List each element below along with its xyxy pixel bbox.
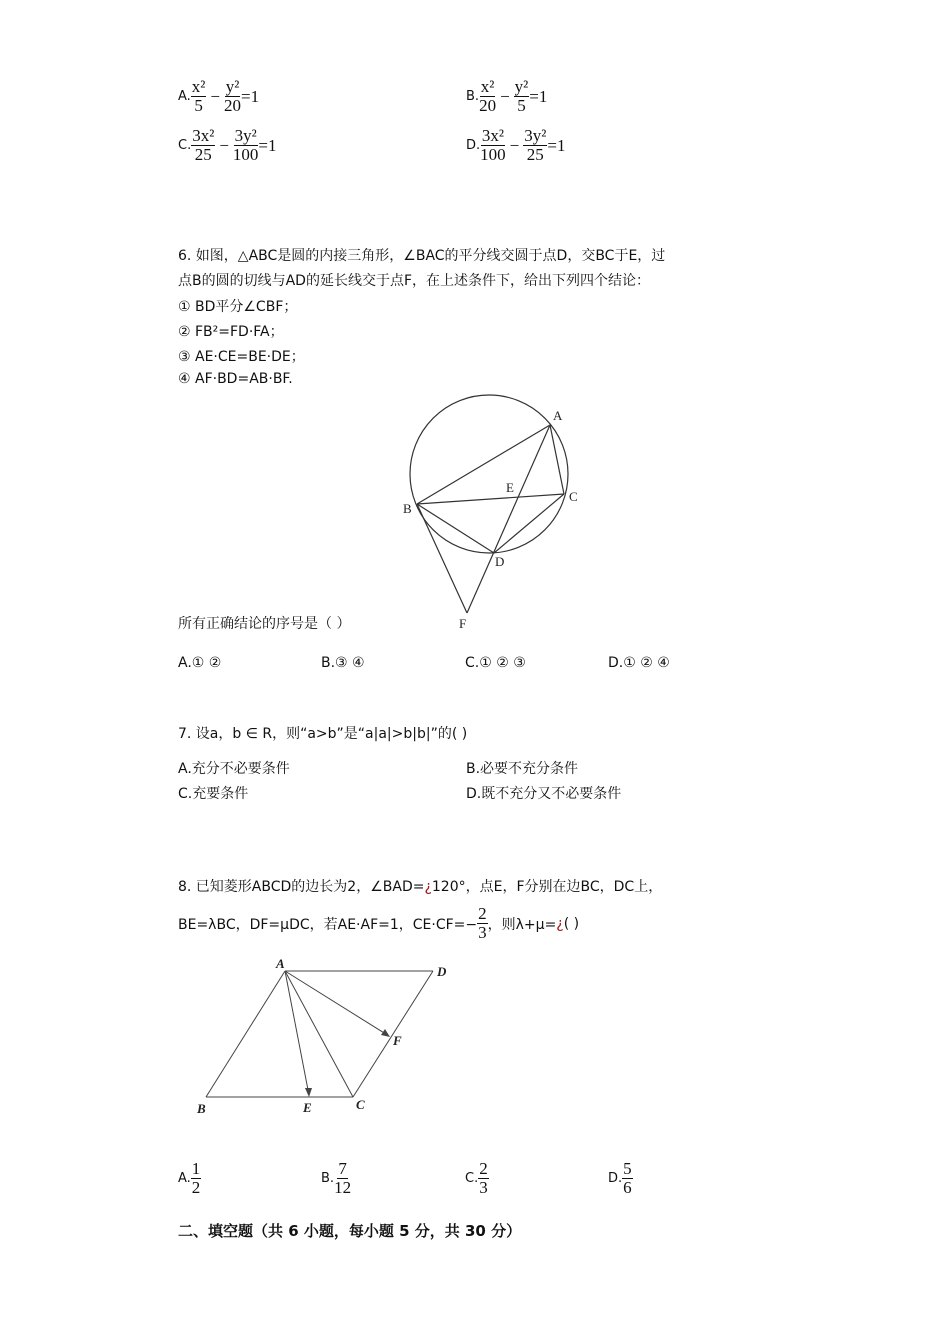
- stem-text: 120°，点E，F分别在边BC，DC上，: [431, 879, 663, 895]
- q7-stem: 7. 设a，b ∈ R，则“a>b”是“a|a|>b|b|”的( ): [178, 726, 468, 742]
- label-d: D: [495, 554, 505, 569]
- fraction: [622, 1160, 633, 1197]
- numerator: y²: [514, 77, 529, 96]
- q7-option-a: A.充分不必要条件: [178, 761, 290, 777]
- denominator: 100: [480, 145, 506, 164]
- minus: −: [210, 86, 220, 106]
- option-label: D.: [466, 138, 481, 153]
- q6-stem-line1: 6. 如图，△ABC是圆的内接三角形，∠BAC的平分线交圆于点D，交BC于E，过: [178, 248, 666, 264]
- artifact-mark: ¿: [556, 915, 564, 932]
- label-a: A: [276, 956, 285, 971]
- q6-conclusion-4: ④ AF·BD=AB·BF.: [178, 371, 293, 387]
- denominator: 25: [526, 145, 544, 164]
- q6-conclusion-2: ② FB²=FD·FA；: [178, 324, 284, 340]
- fraction: [191, 1160, 202, 1197]
- numerator: 3x²: [192, 126, 215, 145]
- q6-prompt: 所有正确结论的序号是（ ）: [178, 616, 351, 632]
- label-e: E: [506, 480, 514, 495]
- label-e: E: [303, 1100, 312, 1115]
- denominator: 3: [479, 1178, 488, 1197]
- label-b: B: [403, 501, 412, 516]
- q8-stem-line2: [178, 905, 579, 942]
- q6-conclusion-3: ③ AE·CE=BE·DE；: [178, 349, 305, 365]
- denominator: 20: [479, 96, 497, 115]
- label-c: C: [356, 1097, 365, 1112]
- option-label: C.: [178, 138, 192, 153]
- rhs: =1: [258, 135, 277, 155]
- denominator: 25: [194, 145, 212, 164]
- minus: −: [509, 135, 520, 155]
- denominator: 5: [194, 96, 203, 115]
- q8-option-c: [465, 1160, 489, 1197]
- numerator: 2: [478, 904, 487, 923]
- numerator: 1: [191, 1159, 201, 1178]
- label-c: C: [569, 489, 578, 504]
- numerator: 2: [479, 1159, 488, 1178]
- q6-stem-line2: 点B的圆的切线与AD的延长线交于点F，在上述条件下，给出下列四个结论：: [178, 273, 651, 289]
- q8-option-b: [321, 1160, 351, 1197]
- q7-option-c: C.充要条件: [178, 786, 249, 802]
- q6-option-c: C.① ② ③: [465, 655, 526, 671]
- denominator: 100: [232, 145, 259, 164]
- numerator: x²: [191, 77, 206, 96]
- section-2-heading: 二、填空题（共 6 小题，每小题 5 分，共 30 分）: [178, 1222, 522, 1240]
- q7-option-d: D.既不充分又不必要条件: [466, 786, 622, 802]
- numerator: 3x²: [481, 126, 504, 145]
- rhs: =1: [547, 135, 566, 155]
- stem-text: 8. 已知菱形ABCD的边长为2，∠BAD=: [178, 879, 425, 895]
- artifact-mark: ¿: [424, 879, 432, 895]
- denominator: 5: [517, 96, 526, 115]
- option-label: D.: [608, 1171, 623, 1186]
- denominator: 6: [623, 1178, 632, 1197]
- numerator: x²: [480, 77, 495, 96]
- label-f: F: [459, 616, 467, 631]
- denominator: 2: [191, 1178, 201, 1197]
- fraction: [477, 905, 488, 942]
- numerator: 7: [338, 1159, 347, 1178]
- label-a: A: [553, 408, 563, 423]
- label-b: B: [197, 1101, 206, 1116]
- minus: −: [219, 135, 229, 155]
- q7-option-b: B.必要不充分条件: [466, 761, 579, 777]
- q6-option-d: D.① ② ④: [608, 655, 670, 671]
- fraction: [478, 1160, 489, 1197]
- minus: −: [500, 86, 510, 106]
- q8-option-a: [178, 1160, 201, 1197]
- option-label: C.: [465, 1171, 479, 1186]
- q6-option-a: A.① ②: [178, 655, 222, 671]
- answer-blank: ( ): [563, 915, 580, 932]
- q8-stem-line1: [178, 876, 662, 896]
- denominator: 20: [224, 96, 241, 115]
- denominator: 12: [334, 1178, 352, 1197]
- rhs: =1: [529, 86, 548, 106]
- numerator: 3y²: [524, 126, 547, 145]
- label-f: F: [393, 1033, 402, 1048]
- q6-conclusion-1: ① BD平分∠CBF；: [178, 299, 298, 315]
- numerator: 5: [623, 1159, 632, 1178]
- fraction: [334, 1160, 351, 1197]
- q8-option-d: [608, 1160, 633, 1197]
- option-label: A.: [178, 1171, 191, 1186]
- option-label: A.: [178, 89, 191, 104]
- numerator: y²: [225, 77, 240, 96]
- stem-text: BE=λBC，DF=μDC，若AE·AF=1，CE·CF=−: [178, 916, 478, 933]
- label-d: D: [437, 964, 447, 979]
- rhs: =1: [241, 86, 260, 106]
- stem-text: ，则λ+μ=: [487, 916, 557, 933]
- option-label: B.: [321, 1171, 335, 1186]
- q6-option-b: B.③ ④: [321, 655, 365, 671]
- denominator: 3: [478, 923, 487, 942]
- numerator: 3y²: [234, 126, 257, 145]
- option-label: B.: [466, 89, 480, 104]
